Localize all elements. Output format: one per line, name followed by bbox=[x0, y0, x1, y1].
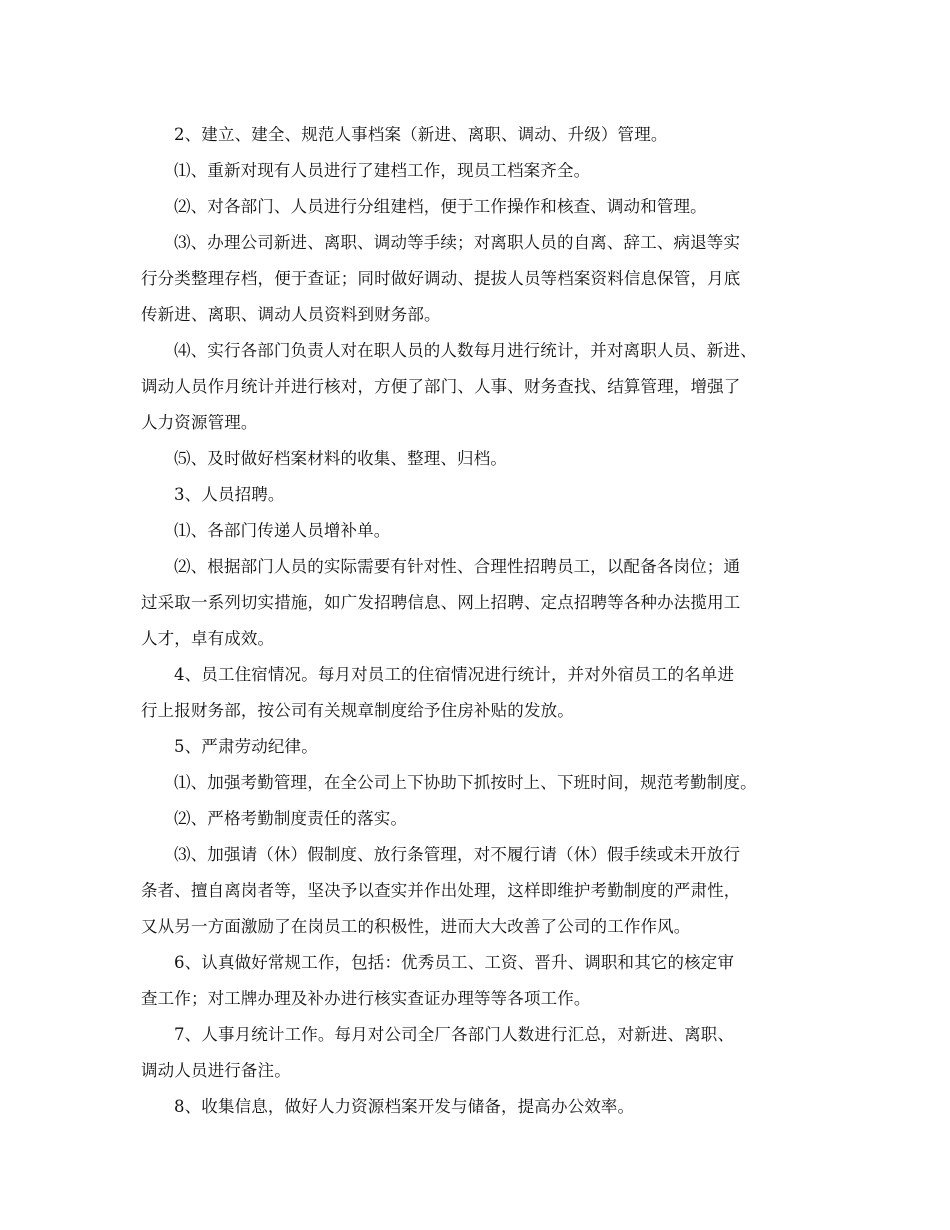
section-2-heading: 2、建立、建全、规范人事档案（新进、离职、调动、升级）管理。 bbox=[174, 125, 668, 144]
list-item-continuation: 又从另一方面激励了在岗员工的积极性，进而大大改善了公司的工作作风。 bbox=[141, 917, 691, 936]
document-body bbox=[141, 117, 831, 1125]
list-item: ⑶、加强请（休）假制度、放行条管理，对不履行请（休）假手续或未开放行 bbox=[174, 845, 741, 864]
list-item-continuation: 条者、擅自离岗者等，坚决予以查实并作出处理，这样即维护考勤制度的严肃性， bbox=[141, 881, 741, 900]
list-item-continuation: 过采取一系列切实措施，如广发招聘信息、网上招聘、定点招聘等各种办法揽用工 bbox=[141, 593, 741, 612]
list-item-continuation: 调动人员作月统计并进行核对，方便了部门、人事、财务查找、结算管理，增强了 bbox=[141, 377, 741, 396]
section-3-heading: 3、人员招聘。 bbox=[174, 485, 285, 504]
section-7-paragraph: 7、人事月统计工作。每月对公司全厂各部门人数进行汇总，对新进、离职、 bbox=[174, 1025, 735, 1044]
list-item: ⑴、重新对现有人员进行了建档工作，现员工档案齐全。 bbox=[174, 161, 591, 180]
section-6-paragraph: 6、认真做好常规工作，包括：优秀员工、工资、晋升、调职和其它的核定审 bbox=[174, 953, 735, 972]
list-item-continuation: 行分类整理存档，便于查证；同时做好调动、提拔人员等档案资料信息保管，月底 bbox=[141, 269, 741, 288]
list-item: ⑶、办理公司新进、离职、调动等手续；对离职人员的自离、辞工、病退等实 bbox=[174, 233, 741, 252]
list-item: ⑴、各部门传递人员增补单。 bbox=[174, 521, 391, 540]
section-8-paragraph: 8、收集信息，做好人力资源档案开发与储备，提高办公效率。 bbox=[174, 1097, 635, 1116]
list-item: ⑴、加强考勤管理，在全公司上下协助下抓按时上、下班时间，规范考勤制度。 bbox=[174, 773, 757, 792]
list-item: ⑵、根据部门人员的实际需要有针对性、合理性招聘员工，以配备各岗位；通 bbox=[174, 557, 741, 576]
section-5-heading: 5、严肃劳动纪律。 bbox=[174, 737, 318, 756]
list-item: ⑵、严格考勤制度责任的落实。 bbox=[174, 809, 408, 828]
list-item: ⑵、对各部门、人员进行分组建档，便于工作操作和核查、调动和管理。 bbox=[174, 197, 707, 216]
paragraph-continuation: 调动人员进行备注。 bbox=[141, 1061, 291, 1080]
list-item: ⑷、实行各部门负责人对在职人员的人数每月进行统计，并对离职人员、新进、 bbox=[174, 341, 757, 360]
list-item: ⑸、及时做好档案材料的收集、整理、归档。 bbox=[174, 449, 507, 468]
list-item-continuation: 传新进、离职、调动人员资料到财务部。 bbox=[141, 305, 441, 324]
paragraph-continuation: 查工作；对工牌办理及补办进行核实查证办理等等各项工作。 bbox=[141, 989, 591, 1008]
section-4-paragraph: 4、员工住宿情况。每月对员工的住宿情况进行统计，并对外宿员工的名单进 bbox=[174, 665, 735, 684]
paragraph-continuation: 行上报财务部，按公司有关规章制度给予住房补贴的发放。 bbox=[141, 701, 574, 720]
list-item-continuation: 人才，卓有成效。 bbox=[141, 629, 275, 648]
list-item-continuation: 人力资源管理。 bbox=[141, 413, 258, 432]
